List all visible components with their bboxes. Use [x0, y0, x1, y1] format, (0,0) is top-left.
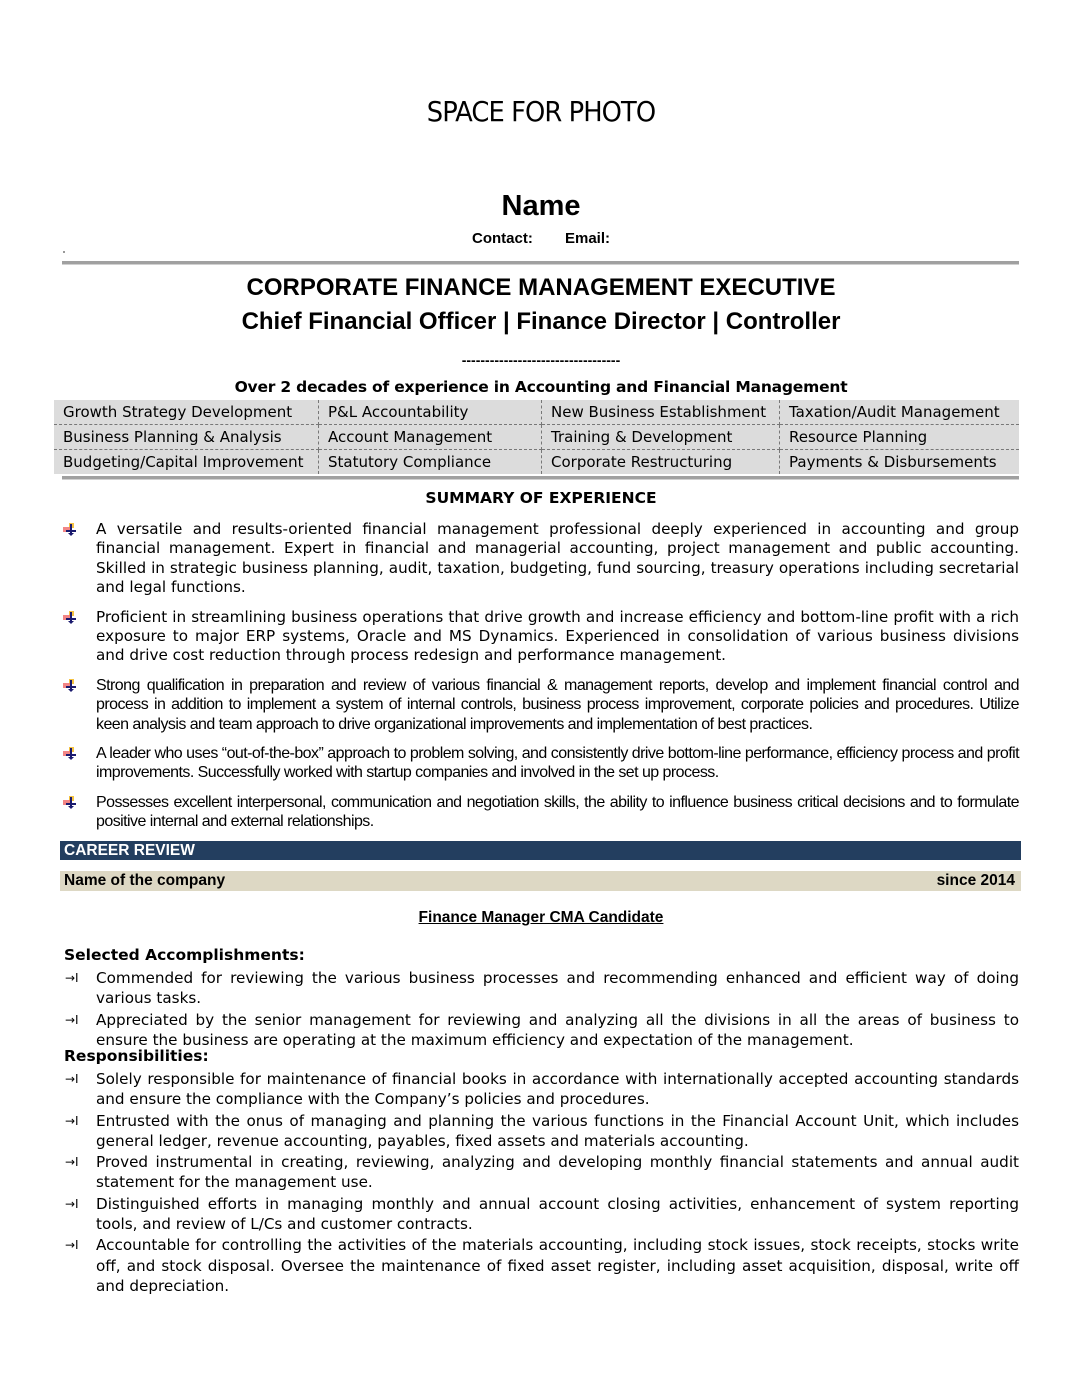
summary-item [62, 520, 1019, 598]
skill-cell: Training & Development [542, 425, 780, 450]
responsibility-text: Proved instrumental in creating, reviewing, analyzing and developing monthly financial statements and annual audit statement for the management use. [96, 1153, 1019, 1192]
skills-row [54, 450, 1019, 475]
summary-item [62, 676, 1019, 734]
accomplishment-text: Appreciated by the senior management for reviewing and analyzing all the divisions in all the areas of business to ensure the business are operating at the maximum efficiency and expectation of the management. [96, 1010, 1019, 1049]
tab-arrow-icon: →I [65, 1113, 79, 1128]
responsibility-text: Distinguished efforts in managing monthly and annual account closing activities, enhancement of system reporting tools, and review of L/Cs and customer contracts. [96, 1194, 1019, 1234]
accomplishment-text: Commended for reviewing the various business processes and recommending enhanced and efficient way of doing various tasks. [96, 969, 1019, 1008]
employment-period: since 2014 [936, 872, 1015, 889]
skills-row [54, 425, 1019, 450]
accomplishment-item [62, 1010, 1019, 1051]
responsibility-item [62, 1194, 1019, 1235]
summary-item [62, 608, 1019, 666]
skill-cell: Growth Strategy Development [54, 400, 319, 425]
skill-cell: Payments & Disbursements [789, 453, 997, 471]
responsibility-text: Accountable for controlling the activities of the materials accounting, including stock issues, stock receipts, stocks write off, and stock disposal. Oversee the maintenance of fixed asset register, including asset acquisition, disposal, write off and depreciation. [96, 1236, 1019, 1295]
tab-arrow-icon: →I [65, 971, 79, 985]
multicolor-arrow-bullet-icon [62, 796, 78, 810]
summary-list [62, 520, 1019, 842]
skill-cell: Statutory Compliance [319, 450, 542, 475]
job-title: Finance Manager CMA Candidate [418, 909, 664, 926]
candidate-name: Name [501, 190, 581, 222]
summary-item [62, 744, 1019, 783]
summary-text: Proficient in streamlining business operations that drive growth and increase efficiency and bottom-line profit with a rich exposure to major ERP systems, Oracle and MS Dynamics. Experienced in consolidation of various business divisions and drive cost reduction through process redesign and performance management. [96, 607, 1019, 665]
responsibility-item [62, 1235, 1019, 1296]
multicolor-arrow-bullet-icon [62, 679, 78, 693]
skills-row [54, 400, 1019, 425]
accomplishment-item [62, 968, 1019, 1009]
career-review-header [60, 841, 1021, 860]
experience-tagline: Over 2 decades of experience in Accounting and Financial Management [234, 378, 848, 396]
tab-arrow-icon: →I [65, 1012, 79, 1027]
skill-cell: Taxation/Audit Management [780, 400, 1020, 425]
multicolor-arrow-bullet-icon [62, 747, 78, 761]
tab-arrow-icon: →I [65, 1238, 79, 1253]
company-name: Name of the company [64, 872, 226, 889]
contact-label: Contact: [471, 230, 533, 247]
responsibility-item [62, 1111, 1019, 1152]
skill-cell: New Business Establishment [542, 400, 780, 425]
summary-text: A versatile and results-oriented financial management professional deeply experienced in accounting and group financial management. Expert in financial and managerial accounting, project management and public accounting. Skilled in strategic business planning, audit, taxation, budgeting, fund sourcing, treasury operations including secretarial and legal functions. [96, 520, 1019, 597]
responsibilities-list [62, 1069, 1019, 1297]
responsibility-item [62, 1152, 1019, 1193]
summary-title: SUMMARY OF EXPERIENCE [425, 489, 657, 507]
dashed-divider: ---------------------------------- [461, 352, 621, 368]
header-divider [62, 261, 1019, 265]
tab-arrow-icon: →I [65, 1072, 79, 1086]
skills-table [54, 400, 1019, 474]
skill-cell: Account Management [319, 425, 542, 450]
summary-text: Strong qualification in preparation and review of various financial & management reports, develop and implement financial control and process in addition to implement a system of internal controls, business process improvement, corporate policies and procedures. Utilize keen analysis and team approach to drive organizational improvements and implementation of best practices. [96, 676, 1019, 733]
headline-title: CORPORATE FINANCE MANAGEMENT EXECUTIVE [246, 274, 836, 301]
headline-roles: Chief Financial Officer | Finance Director | Controller [241, 308, 841, 335]
responsibility-item [62, 1069, 1019, 1110]
responsibility-text: Entrusted with the onus of managing and planning the various functions in the Financial Account Unit, which includes general ledger, revenue accounting, payables, fixed assets and materials accounting. [96, 1111, 1019, 1150]
email-label: Email: [564, 230, 610, 247]
contact-line [0, 230, 1082, 247]
summary-text: A leader who uses “out-of-the-box” approach to problem solving, and consistently drive bottom-line performance, efficiency process and profit improvements. Successfully worked with startup companies and involved in the set up process. [96, 745, 1019, 782]
skills-divider [62, 476, 1019, 480]
accomplishments-heading: Selected Accomplishments: [64, 946, 305, 964]
summary-text: Possesses excellent interpersonal, communication and negotiation skills, the ability to influence business critical decisions and to formulate positive internal and external relationships. [96, 793, 1019, 831]
skill-cell: P&L Accountability [319, 400, 542, 425]
skill-cell: Resource Planning [780, 425, 1020, 450]
photo-placeholder: SPACE FOR PHOTO [426, 95, 656, 128]
responsibilities-heading: Responsibilities: [64, 1047, 209, 1065]
tab-arrow-icon: →I [65, 1155, 79, 1170]
multicolor-arrow-bullet-icon [62, 611, 78, 625]
responsibility-text: Solely responsible for maintenance of financial books in accordance with internationally accepted accounting standards and ensure the compliance with the Company’s policies and procedures. [96, 1070, 1019, 1109]
skill-cell: Budgeting/Capital Improvement [54, 450, 319, 475]
stray-dot [63, 251, 65, 253]
company-header [60, 871, 1021, 891]
multicolor-arrow-bullet-icon [62, 523, 78, 537]
skill-cell: Business Planning & Analysis [54, 425, 319, 450]
career-review-title: CAREER REVIEW [64, 842, 195, 859]
summary-item [62, 793, 1019, 832]
tab-arrow-icon: →I [65, 1196, 79, 1211]
accomplishments-list [62, 968, 1019, 1051]
skill-cell: Corporate Restructuring [542, 450, 780, 475]
